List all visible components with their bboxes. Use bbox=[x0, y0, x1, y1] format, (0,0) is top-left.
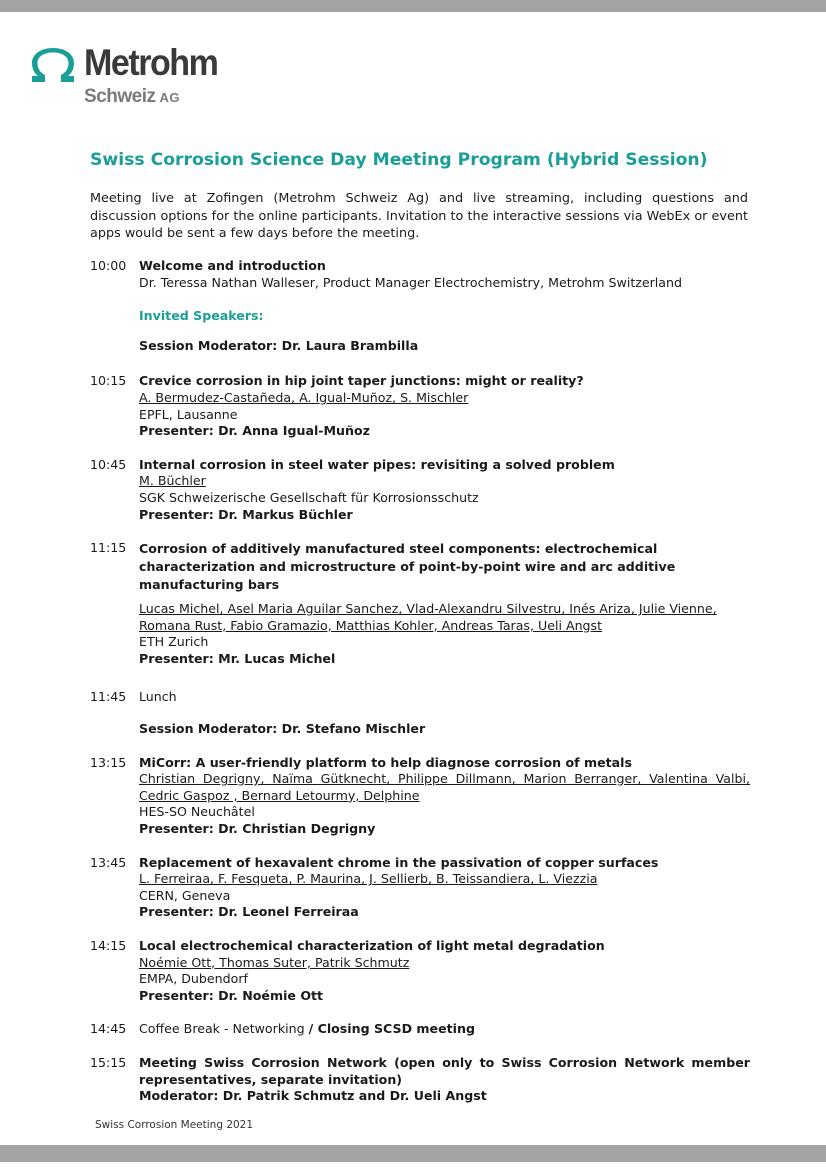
item-presenter: Presenter: Dr. Leonel Ferreiraa bbox=[139, 904, 359, 920]
item-title: Crevice corrosion in hip joint taper junctions: might or reality? bbox=[139, 373, 584, 389]
item-title: MiCorr: A user-friendly platform to help diagnose corrosion of metals bbox=[139, 754, 632, 770]
moderator-label: Session Moderator: Dr. Laura Brambilla bbox=[139, 337, 419, 353]
moderator-label: Session Moderator: Dr. Stefano Mischler bbox=[139, 721, 426, 737]
item-title: Corrosion of additively manufactured steel components: electrochemical characterization and microstructure of point-by-point wire and arc additive manufacturing bars bbox=[139, 541, 676, 593]
item-authors: Christian Degrigny, Naïma Gütknecht, Philippe Dillmann, Marion Berranger, Valentina Valbi, Cedric Gaspoz , Bernard Letourmy, Delphine bbox=[139, 771, 750, 803]
item-presenter: Presenter: Dr. Anna Igual-Muñoz bbox=[139, 423, 370, 439]
item-time: 13:15 bbox=[90, 754, 127, 770]
item-affiliation: ETH Zurich bbox=[139, 634, 209, 650]
item-title: Replacement of hexavalent chrome in the passivation of copper surfaces bbox=[139, 854, 659, 870]
header-bar bbox=[0, 0, 826, 12]
schedule-item-talk-6 bbox=[90, 938, 750, 1004]
schedule-item-talk-1 bbox=[90, 373, 750, 439]
item-affiliation: EMPA, Dubendorf bbox=[139, 971, 248, 987]
invited-speakers-heading bbox=[90, 308, 750, 325]
session-moderator-2 bbox=[90, 721, 750, 738]
item-affiliation: CERN, Geneva bbox=[139, 887, 231, 903]
schedule-item-talk-3 bbox=[90, 540, 750, 667]
item-presenter: Presenter: Mr. Lucas Michel bbox=[139, 650, 336, 666]
item-title: Local electrochemical characterization of light metal degradation bbox=[139, 938, 605, 954]
item-authors: Noémie Ott, Thomas Suter, Patrik Schmutz bbox=[139, 954, 410, 970]
item-presenter: Presenter: Dr. Christian Degrigny bbox=[139, 821, 376, 837]
logo-sub-suffix: AG bbox=[159, 90, 180, 105]
schedule-item-talk-5 bbox=[90, 855, 750, 921]
item-title: Lunch bbox=[139, 688, 177, 704]
schedule-item-welcome bbox=[90, 258, 750, 291]
item-title: Welcome and introduction bbox=[139, 258, 326, 273]
item-time: 10:15 bbox=[90, 373, 127, 389]
item-title: Internal corrosion in steel water pipes: revisiting a solved problem bbox=[139, 456, 615, 472]
item-time: 13:45 bbox=[90, 854, 127, 870]
item-time: 15:15 bbox=[90, 1055, 127, 1070]
invited-label: Invited Speakers: bbox=[139, 308, 264, 324]
session-moderator-1 bbox=[90, 338, 750, 355]
item-authors: A. Bermudez-Castañeda, A. Igual-Muñoz, S. Mischler bbox=[139, 389, 469, 405]
intro-paragraph: Meeting live at Zofingen (Metrohm Schweiz Ag) and live streaming, including questions and discussion options for the online participants. Invitation to the interactive sessions via WebEx or event apps would be sent a few days before the meeting. bbox=[90, 191, 748, 241]
schedule bbox=[90, 258, 750, 1105]
schedule-item-network bbox=[90, 1055, 750, 1105]
item-presenter: Moderator: Dr. Patrik Schmutz and Dr. Ueli Angst bbox=[139, 1088, 487, 1104]
item-presenter: Presenter: Dr. Markus Büchler bbox=[139, 506, 353, 522]
item-affiliation: HES-SO Neuchâtel bbox=[139, 804, 255, 820]
item-affiliation: EPFL, Lausanne bbox=[139, 406, 238, 422]
item-authors: Lucas Michel, Asel Maria Aguilar Sanchez, Vlad-Alexandru Silvestru, Inés Ariza, Julie Vienne, Romana Rust, Fabio Gramazio, Matthias Kohler, Andreas Taras, Ueli Angst bbox=[139, 601, 717, 633]
closing-label: / Closing SCSD meeting bbox=[308, 1021, 475, 1037]
item-time: 11:45 bbox=[90, 688, 127, 704]
item-time: 11:15 bbox=[90, 540, 127, 556]
coffee-label: Coffee Break - Networking bbox=[139, 1021, 305, 1037]
item-time: 14:45 bbox=[90, 1021, 127, 1037]
metrohm-logo bbox=[29, 44, 229, 114]
item-title bbox=[139, 1021, 750, 1038]
item-time: 10:45 bbox=[90, 456, 127, 472]
item-title: Meeting Swiss Corrosion Network (open only to Swiss Corrosion Network member representatives, separate invitation) bbox=[139, 1055, 750, 1087]
page-title: Swiss Corrosion Science Day Meeting Program (Hybrid Session) bbox=[90, 150, 708, 170]
logo-sub-text: Schweiz bbox=[84, 86, 156, 107]
item-detail: Dr. Teressa Nathan Walleser, Product Manager Electrochemistry, Metrohm Switzerland bbox=[139, 274, 683, 290]
logo-brand: Metrohm bbox=[84, 42, 218, 83]
logo-sub bbox=[84, 86, 180, 108]
omega-icon bbox=[29, 48, 77, 84]
item-authors: M. Büchler bbox=[139, 473, 206, 489]
item-affiliation: SGK Schweizerische Gesellschaft für Korrosionsschutz bbox=[139, 489, 479, 505]
schedule-item-lunch bbox=[90, 689, 750, 706]
item-authors: L. Ferreiraa, F. Fesqueta, P. Maurina, J. Sellierb, B. Teissandiera, L. Viezzia bbox=[139, 871, 598, 887]
schedule-item-talk-2 bbox=[90, 457, 750, 523]
item-time: 14:15 bbox=[90, 938, 127, 954]
footer-bar bbox=[0, 1145, 826, 1162]
schedule-item-coffee bbox=[90, 1021, 750, 1038]
page-footer: Swiss Corrosion Meeting 2021 bbox=[95, 1119, 254, 1131]
item-presenter: Presenter: Dr. Noémie Ott bbox=[139, 987, 324, 1003]
schedule-item-talk-4 bbox=[90, 755, 750, 838]
item-time: 10:00 bbox=[90, 258, 127, 273]
